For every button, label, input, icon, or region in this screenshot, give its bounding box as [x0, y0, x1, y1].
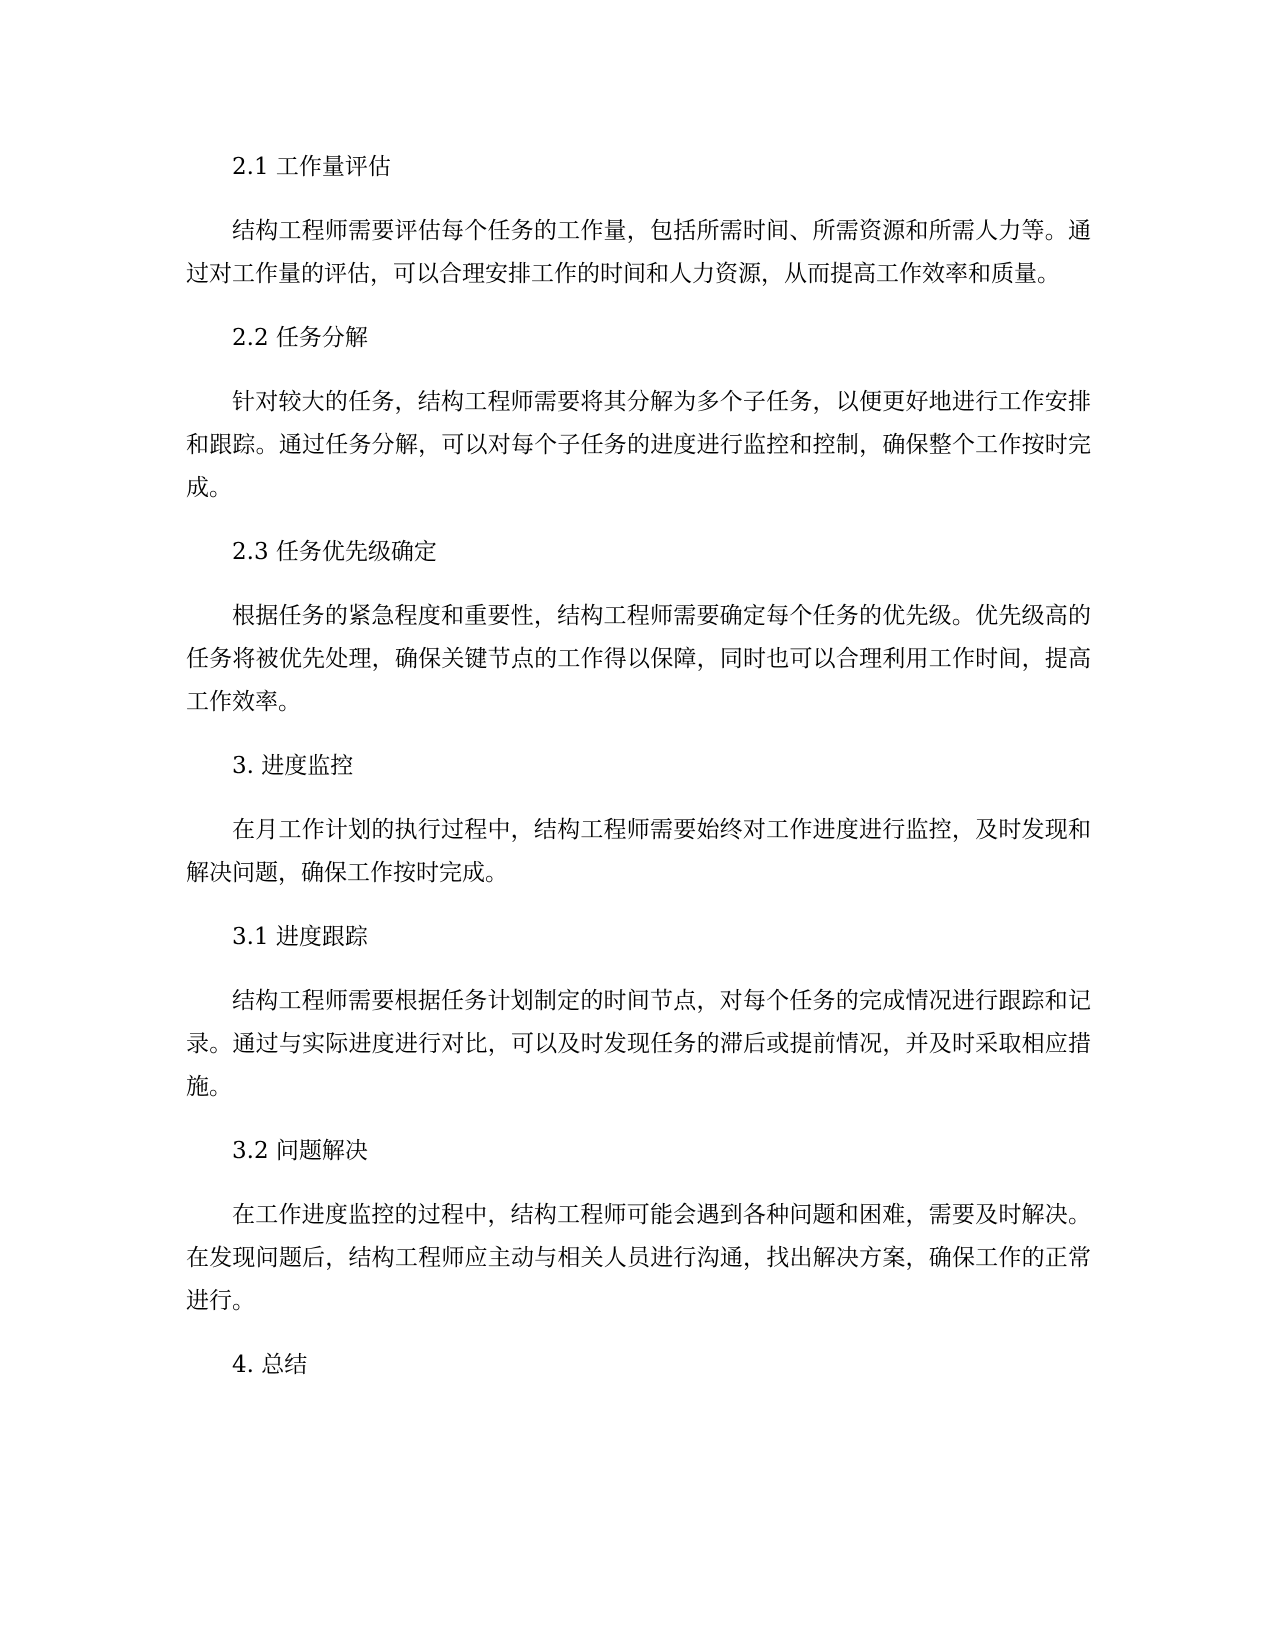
paragraph-progress-tracking: 结构工程师需要根据任务计划制定的时间节点，对每个任务的完成情况进行跟踪和记录。通过与实际进度进行对比，可以及时发现任务的滞后或提前情况，并及时采取相应措施。	[186, 988, 1091, 1100]
section-heading-3-2: 3.2 问题解决	[232, 1138, 368, 1164]
section-heading-3-1: 3.1 进度跟踪	[232, 924, 368, 950]
section-heading-3: 3. 进度监控	[232, 753, 354, 779]
document-content	[186, 146, 1091, 1408]
paragraph-problem-solving: 在工作进度监控的过程中，结构工程师可能会遇到各种问题和困难，需要及时解决。在发现问题后，结构工程师应主动与相关人员进行沟通，找出解决方案，确保工作的正常进行。	[186, 1202, 1091, 1314]
section-heading-2-2: 2.2 任务分解	[232, 325, 368, 351]
paragraph-progress-monitoring: 在月工作计划的执行过程中，结构工程师需要始终对工作进度进行监控，及时发现和解决问题，确保工作按时完成。	[186, 817, 1091, 886]
section-heading-2-3: 2.3 任务优先级确定	[232, 539, 437, 565]
section-heading-2-1: 2.1 工作量评估	[232, 154, 391, 180]
paragraph-task-breakdown: 针对较大的任务，结构工程师需要将其分解为多个子任务，以便更好地进行工作安排和跟踪。通过任务分解，可以对每个子任务的进度进行监控和控制，确保整个工作按时完成。	[186, 389, 1091, 501]
section-heading-4: 4. 总结	[232, 1352, 308, 1378]
paragraph-workload-evaluation: 结构工程师需要评估每个任务的工作量，包括所需时间、所需资源和所需人力等。通过对工作量的评估，可以合理安排工作的时间和人力资源，从而提高工作效率和质量。	[186, 218, 1091, 287]
paragraph-task-priority: 根据任务的紧急程度和重要性，结构工程师需要确定每个任务的优先级。优先级高的任务将被优先处理，确保关键节点的工作得以保障，同时也可以合理利用工作时间，提高工作效率。	[186, 603, 1091, 715]
